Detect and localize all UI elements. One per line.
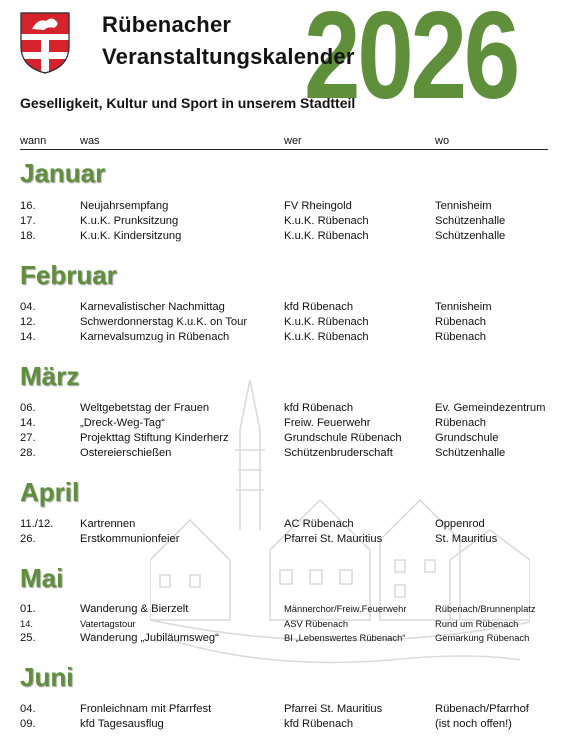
event-location: Schützenhalle <box>435 230 506 242</box>
event-row <box>20 215 570 230</box>
event-location: St. Mauritius <box>435 533 498 545</box>
month-heading-juni: Juni <box>20 662 74 692</box>
event-title: Neujahrsempfang <box>80 200 169 212</box>
column-header-row <box>20 135 548 150</box>
event-organizer: FV Rheingold <box>284 200 352 212</box>
event-organizer: K.u.K. Rübenach <box>284 230 369 242</box>
event-title: Weltgebetstag der Frauen <box>80 402 210 414</box>
event-date: 04. <box>20 703 36 715</box>
event-date: 18. <box>20 230 36 242</box>
event-location: Schützenhalle <box>435 215 506 227</box>
month-heading-mai: Mai <box>20 563 64 593</box>
event-row <box>20 432 570 447</box>
event-location: Oppenrod <box>435 518 485 530</box>
event-date: 14. <box>20 331 36 343</box>
event-location: Gemarkung Rübenach <box>435 632 530 643</box>
event-row <box>20 603 570 618</box>
event-organizer: Grundschule Rübenach <box>284 432 402 444</box>
event-location: Rübenach/Pfarrhof <box>435 703 529 715</box>
event-title: Fronleichnam mit Pfarrfest <box>80 703 212 715</box>
event-date: 17. <box>20 215 36 227</box>
event-date: 14. <box>20 618 34 629</box>
page-title-line1: Rübenacher <box>102 12 232 37</box>
event-row <box>20 447 570 462</box>
event-row <box>20 230 570 245</box>
event-date: 04. <box>20 301 36 313</box>
event-date: 25. <box>20 632 36 644</box>
event-location: Tennisheim <box>435 200 492 212</box>
event-organizer: ASV Rübenach <box>284 618 349 629</box>
event-date: 27. <box>20 432 36 444</box>
event-organizer: Pfarrei St. Mauritius <box>284 533 383 545</box>
event-row <box>20 703 570 718</box>
column-header-wo: wo <box>435 135 450 147</box>
event-location: (ist noch offen!) <box>435 718 512 730</box>
column-header-wer: wer <box>284 135 302 147</box>
subtitle: Geselligkeit, Kultur und Sport in unserem Stadtteil <box>20 95 356 111</box>
event-organizer: kfd Rübenach <box>284 402 354 414</box>
event-title: Ostereierschießen <box>80 447 172 459</box>
event-row <box>20 518 570 533</box>
event-location: Rübenach <box>435 316 487 328</box>
event-title: Karnevalistischer Nachmittag <box>80 301 225 313</box>
event-organizer: K.u.K. Rübenach <box>284 331 369 343</box>
event-title: kfd Tagesausflug <box>80 718 164 730</box>
event-organizer: BI „Lebenswertes Rübenach“ <box>284 632 406 643</box>
event-date: 09. <box>20 718 36 730</box>
month-heading-maerz: März <box>20 361 80 391</box>
event-date: 26. <box>20 533 36 545</box>
event-organizer: Pfarrei St. Mauritius <box>284 703 383 715</box>
event-title: K.u.K. Kindersitzung <box>80 230 182 242</box>
event-title: Kartrennen <box>80 518 136 530</box>
event-title: Vatertagstour <box>80 618 136 629</box>
event-date: 28. <box>20 447 36 459</box>
event-date: 06. <box>20 402 36 414</box>
month-heading-januar: Januar <box>20 158 106 188</box>
event-row <box>20 618 570 633</box>
event-row <box>20 417 570 432</box>
event-date: 11./12. <box>20 518 54 530</box>
coat-of-arms-icon <box>20 12 70 74</box>
column-header-wann: wann <box>20 135 47 147</box>
event-title: Wanderung & Bierzelt <box>80 603 189 615</box>
event-title: Erstkommunionfeier <box>80 533 180 545</box>
event-title: Projekttag Stiftung Kinderherz <box>80 432 229 444</box>
event-row <box>20 301 570 316</box>
event-location: Grundschule <box>435 432 499 444</box>
event-title: Wanderung „Jubiläumsweg“ <box>80 632 219 644</box>
event-date: 01. <box>20 603 36 615</box>
event-row <box>20 718 570 733</box>
event-organizer: Männerchor/Freiw.Feuerwehr <box>284 603 407 614</box>
event-location: Tennisheim <box>435 301 492 313</box>
column-header-was: was <box>80 135 100 147</box>
event-title: „Dreck-Weg-Tag“ <box>80 417 165 429</box>
event-row <box>20 316 570 331</box>
event-location: Rund um Rübenach <box>435 618 519 629</box>
event-date: 12. <box>20 316 36 328</box>
event-title: Karnevalsumzug in Rübenach <box>80 331 230 343</box>
year-badge: 2026 <box>304 0 518 125</box>
event-organizer: Freiw. Feuerwehr <box>284 417 371 429</box>
page-title-line2: Veranstaltungskalender <box>102 44 355 69</box>
event-organizer: Schützenbruderschaft <box>284 447 393 459</box>
event-row <box>20 533 570 548</box>
event-organizer: kfd Rübenach <box>284 718 354 730</box>
event-organizer: kfd Rübenach <box>284 301 354 313</box>
event-title: K.u.K. Prunksitzung <box>80 215 179 227</box>
event-location: Rübenach/Brunnenplatz <box>435 603 536 614</box>
event-row <box>20 402 570 417</box>
month-heading-februar: Februar <box>20 260 117 290</box>
month-heading-april: April <box>20 477 80 507</box>
event-location: Ev. Gemeindezentrum <box>435 402 546 414</box>
event-location: Rübenach <box>435 331 487 343</box>
event-location: Schützenhalle <box>435 447 506 459</box>
event-date: 14. <box>20 417 36 429</box>
event-row <box>20 200 570 215</box>
event-row <box>20 632 570 647</box>
event-location: Rübenach <box>435 417 487 429</box>
event-title: Schwerdonnerstag K.u.K. on Tour <box>80 316 248 328</box>
event-organizer: K.u.K. Rübenach <box>284 215 369 227</box>
event-row <box>20 331 570 346</box>
event-date: 16. <box>20 200 36 212</box>
event-organizer: K.u.K. Rübenach <box>284 316 369 328</box>
event-organizer: AC Rübenach <box>284 518 354 530</box>
